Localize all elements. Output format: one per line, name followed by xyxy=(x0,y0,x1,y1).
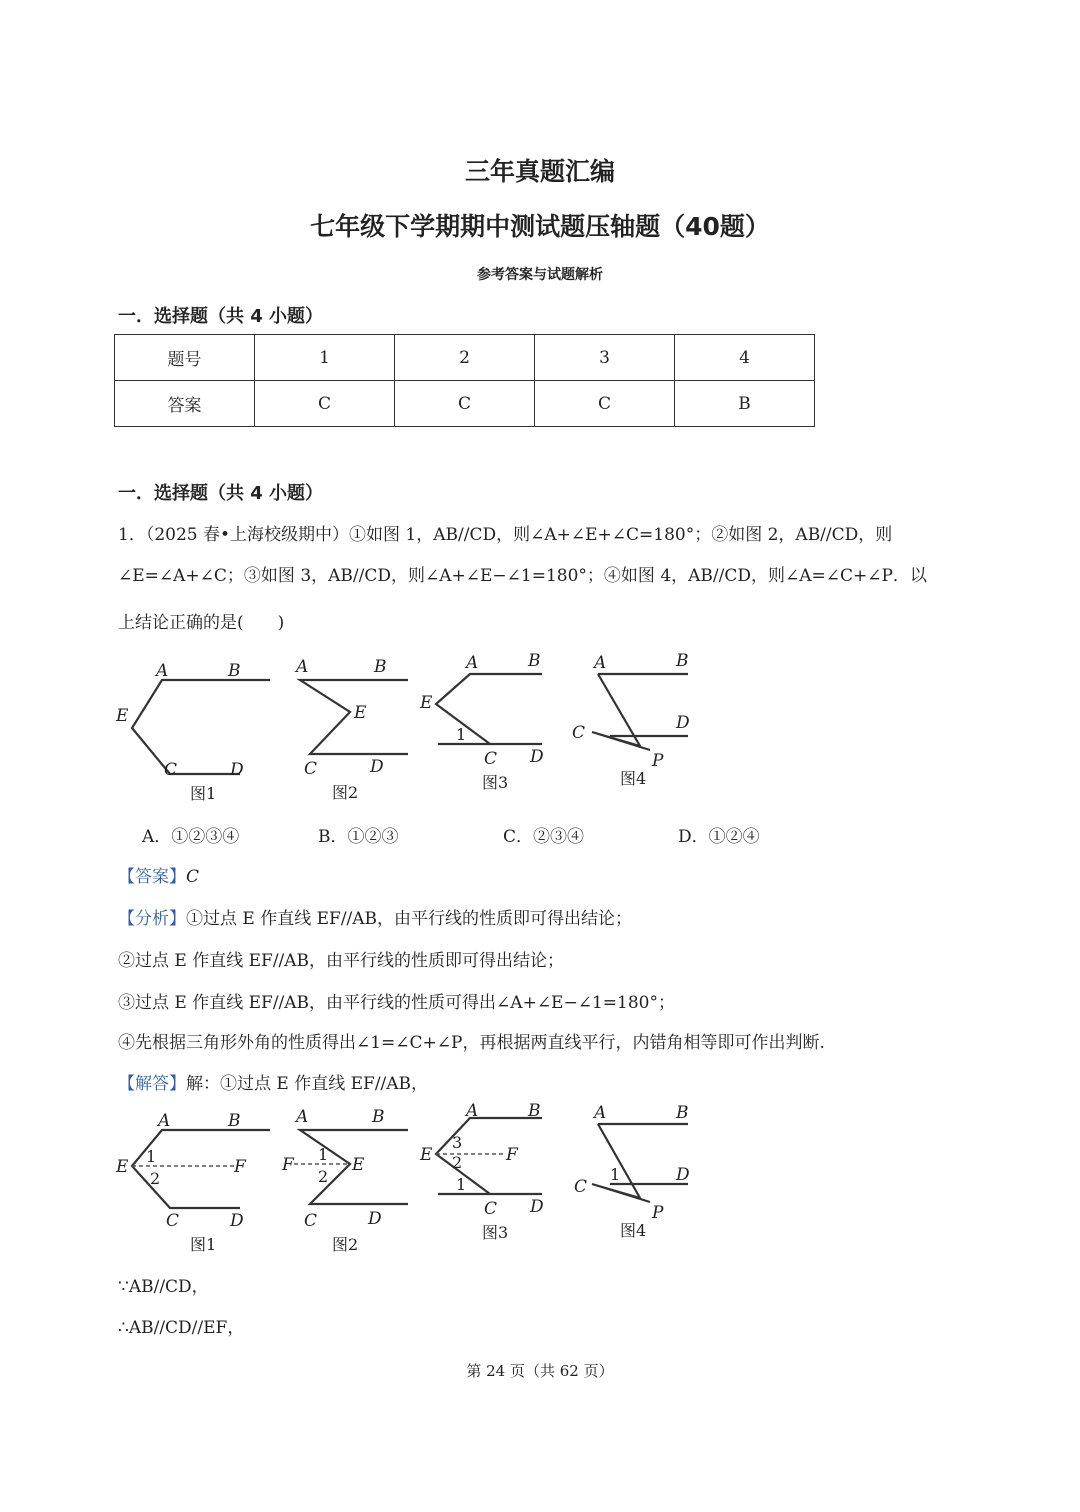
table-cell: 1 xyxy=(255,335,395,381)
table-cell: C xyxy=(535,381,675,427)
solution-figures xyxy=(110,1100,710,1260)
figure-2 xyxy=(281,1107,408,1254)
point-label: D xyxy=(368,1209,382,1229)
row-header: 题号 xyxy=(115,335,255,381)
angle-mark: 1 xyxy=(456,725,467,744)
figure-3 xyxy=(419,651,544,792)
point-label: E xyxy=(420,693,433,713)
point-label: D xyxy=(676,713,690,733)
point-label: A xyxy=(158,1111,171,1131)
analysis-text: ②过点 E 作直线 EF//AB，由平行线的性质即可得出结论； xyxy=(118,951,565,971)
angle-mark: 2 xyxy=(452,1153,463,1172)
analysis-text: ③过点 E 作直线 EF//AB，由平行线的性质可得出∠A+∠E−∠1=180°； xyxy=(118,993,675,1013)
point-label: D xyxy=(230,760,244,780)
point-label: C xyxy=(164,760,178,780)
point-label: A xyxy=(594,1103,607,1123)
figure-caption: 图4 xyxy=(620,769,647,788)
angle-mark: 3 xyxy=(452,1133,463,1152)
figure-lines xyxy=(436,674,542,744)
point-label: A xyxy=(466,1101,479,1121)
option-b[interactable]: B．①②③ xyxy=(318,827,399,847)
point-label: C xyxy=(574,1177,588,1197)
point-label: D xyxy=(676,1165,690,1185)
analysis-text: ④先根据三角形外角的性质得出∠1=∠C+∠P，再根据两直线平行，内错角相等即可作出判断. xyxy=(118,1033,825,1053)
answer-table xyxy=(114,334,815,427)
figure-caption: 图3 xyxy=(482,1223,509,1242)
point-label: D xyxy=(230,1211,244,1231)
document-title: 三年真题汇编 xyxy=(464,157,615,186)
point-label: B xyxy=(372,1107,385,1127)
point-label: P xyxy=(652,1203,664,1223)
point-label: D xyxy=(530,747,544,767)
table-cell: 4 xyxy=(675,335,815,381)
document-subtitle: 七年级下学期期中测试题压轴题（40题） xyxy=(310,212,770,241)
figure-caption: 图2 xyxy=(332,783,359,802)
point-label: E xyxy=(352,1155,365,1175)
answer-value: C xyxy=(186,867,200,887)
angle-mark: 2 xyxy=(150,1169,161,1188)
table-cell: C xyxy=(395,381,535,427)
question-figures xyxy=(110,648,710,808)
point-label: F xyxy=(506,1145,518,1165)
point-label: A xyxy=(296,1107,309,1127)
point-label: A xyxy=(156,661,169,681)
table-cell: 3 xyxy=(535,335,675,381)
figure-4 xyxy=(572,651,690,788)
angle-mark: 2 xyxy=(318,1167,329,1186)
table-cell: C xyxy=(255,381,395,427)
point-label: A xyxy=(594,653,607,673)
figure-caption: 图3 xyxy=(482,773,509,792)
angle-mark: 1 xyxy=(146,1147,157,1166)
point-label: E xyxy=(116,706,129,726)
point-label: B xyxy=(374,657,387,677)
solution-step: ∴AB//CD//EF， xyxy=(118,1318,245,1338)
point-label: F xyxy=(282,1155,294,1175)
point-label: B xyxy=(528,651,541,671)
section-heading: 一．选择题（共 4 小题） xyxy=(118,483,324,504)
point-label: D xyxy=(530,1197,544,1217)
figure-caption: 图1 xyxy=(190,784,217,803)
option-c[interactable]: C．②③④ xyxy=(503,827,585,847)
table-row xyxy=(115,381,815,427)
point-label: B xyxy=(676,651,689,671)
answer-tag: 【答案】 xyxy=(118,867,186,887)
solution-tag: 【解答】 xyxy=(118,1074,186,1094)
option-a[interactable]: A．①②③④ xyxy=(142,827,240,847)
point-label: D xyxy=(370,757,384,777)
row-header: 答案 xyxy=(115,381,255,427)
point-label: B xyxy=(228,1111,241,1131)
angle-mark: 1 xyxy=(456,1175,467,1194)
figure-1 xyxy=(115,1111,270,1254)
point-label: B xyxy=(228,661,241,681)
point-label: C xyxy=(484,749,498,769)
question-text: ∠E=∠A+∠C；③如图 3，AB//CD，则∠A+∠E−∠1=180°；④如图 4，AB//CD，则∠A=∠C+∠P．以 xyxy=(118,566,927,586)
solution-text: 解：①过点 E 作直线 EF//AB， xyxy=(186,1074,429,1094)
point-label: B xyxy=(676,1103,689,1123)
figure-caption: 图1 xyxy=(190,1235,217,1254)
section-heading: 一．选择题（共 4 小题） xyxy=(118,306,324,327)
point-label: C xyxy=(484,1199,498,1219)
question-text: 1．（2025 春•上海校级期中）①如图 1，AB//CD，则∠A+∠E+∠C=180°；②如图 2，AB//CD，则 xyxy=(118,525,893,545)
point-label: C xyxy=(572,723,586,743)
table-cell: B xyxy=(675,381,815,427)
analysis-line xyxy=(118,904,632,929)
answer-note: 参考答案与试题解析 xyxy=(477,267,603,283)
point-label: E xyxy=(420,1145,433,1165)
figure-caption: 图2 xyxy=(332,1235,359,1254)
figure-1 xyxy=(115,661,270,803)
angle-mark: 1 xyxy=(610,1165,621,1184)
point-label: A xyxy=(296,657,309,677)
figure-lines xyxy=(132,680,270,774)
figure-3 xyxy=(419,1101,544,1242)
table-cell: 2 xyxy=(395,335,535,381)
point-label: E xyxy=(116,1157,129,1177)
point-label: P xyxy=(652,751,664,771)
solution-step: ∵AB//CD， xyxy=(118,1277,209,1297)
point-label: E xyxy=(354,703,367,723)
question-text: 上结论正确的是( ) xyxy=(118,613,285,633)
figure-lines xyxy=(592,674,650,750)
point-label: C xyxy=(304,1211,318,1231)
point-label: C xyxy=(166,1211,180,1231)
analysis-text: ①过点 E 作直线 EF//AB，由平行线的性质即可得出结论； xyxy=(186,909,633,929)
figure-caption: 图4 xyxy=(620,1221,647,1240)
angle-mark: 1 xyxy=(318,1145,329,1164)
page-footer: 第 24 页（共 62 页） xyxy=(466,1362,614,1380)
solution-line xyxy=(118,1069,428,1094)
table-row xyxy=(115,335,815,381)
point-label: F xyxy=(234,1157,246,1177)
point-label: A xyxy=(466,653,479,673)
figure-lines xyxy=(592,1124,650,1202)
analysis-tag: 【分析】 xyxy=(118,909,186,929)
point-label: C xyxy=(304,759,318,779)
figure-2 xyxy=(294,657,408,802)
figure-4 xyxy=(574,1103,690,1240)
option-d[interactable]: D．①②④ xyxy=(678,827,760,847)
point-label: B xyxy=(528,1101,541,1121)
answer-line xyxy=(118,862,199,887)
